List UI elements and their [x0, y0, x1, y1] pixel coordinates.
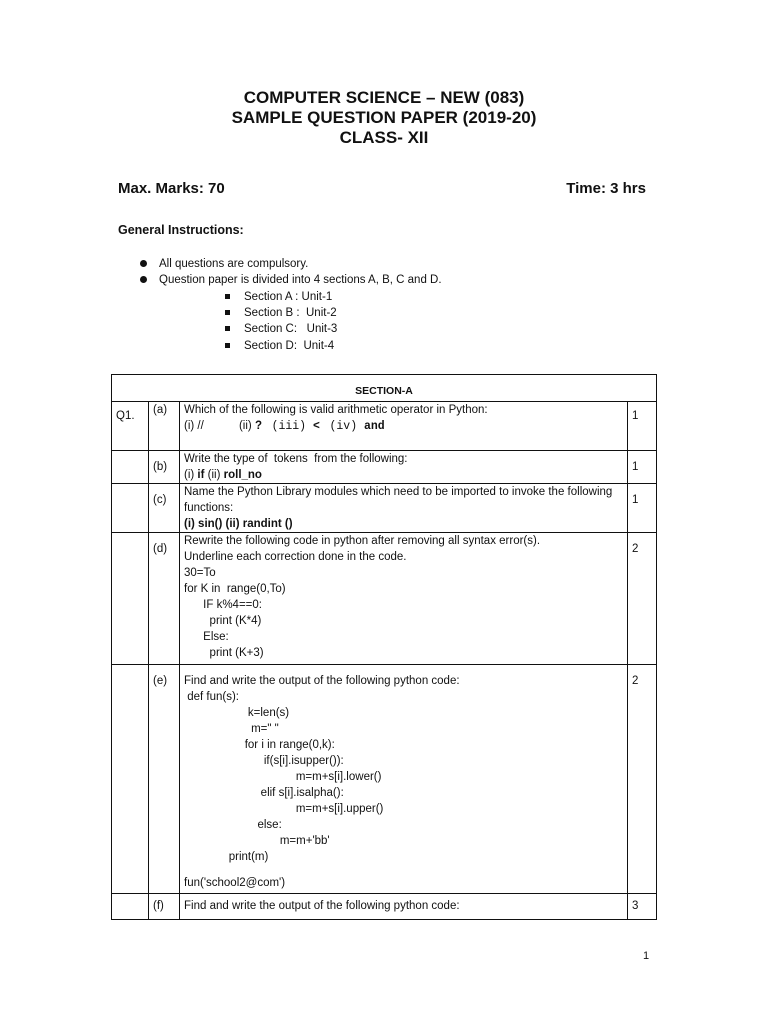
- square-bullet-icon: [225, 294, 230, 299]
- question-marks: 1: [628, 484, 657, 533]
- question-marks: 2: [628, 665, 657, 894]
- instruction-item: All questions are compulsory.: [140, 258, 308, 270]
- question-row: [112, 484, 657, 533]
- question-row: [112, 533, 657, 665]
- section-list-item: Section C: Unit-3: [225, 323, 337, 335]
- page-number: 1: [643, 950, 650, 962]
- max-marks: Max. Marks: 70: [118, 180, 225, 197]
- section-title: SECTION-A: [112, 375, 657, 402]
- section-list-item: Section A : Unit-1: [225, 291, 332, 303]
- part-label: (b): [149, 451, 180, 484]
- question-row: [112, 451, 657, 484]
- section-header-row: [112, 375, 657, 402]
- part-label: (e): [149, 665, 180, 894]
- question-marks: 1: [628, 402, 657, 451]
- paper-title: COMPUTER SCIENCE – NEW (083): [243, 88, 525, 107]
- question-row: [112, 665, 657, 894]
- question-row: [112, 894, 657, 920]
- section-list-item: Section B : Unit-2: [225, 307, 337, 319]
- question-text: Which of the following is valid arithmetic operator in Python: (i) // (ii) ? (iii) < (iv) and: [180, 402, 628, 451]
- question-number: Q1.: [112, 402, 149, 451]
- square-bullet-icon: [225, 310, 230, 315]
- time-allowed: Time: 3 hrs: [566, 180, 646, 197]
- part-label: (d): [149, 533, 180, 665]
- square-bullet-icon: [225, 326, 230, 331]
- question-text: Find and write the output of the following python code: def fun(s): k=len(s) m=" " for i in range(0,k): if(s[i].isupper()): m=m+s[i].lower() elif s[i].isalpha(): m=m+s[i].upper() else: m=m+'bb' print(m) fun('school2@com'): [180, 665, 628, 894]
- question-text: Rewrite the following code in python after removing all syntax error(s). Underline each correction done in the code. 30=To for K in range(0,To) IF k%4==0: print (K*4) Else: print (K+3): [180, 533, 628, 665]
- bullet-icon: [140, 260, 147, 267]
- questions-table: [111, 374, 657, 920]
- paper-class: CLASS- XII: [339, 128, 429, 147]
- question-row: [112, 402, 657, 451]
- instructions-heading: General Instructions:: [118, 223, 244, 237]
- question-marks: 3: [628, 894, 657, 920]
- part-label: (c): [149, 484, 180, 533]
- section-list-item: Section D: Unit-4: [225, 340, 334, 352]
- question-text: Write the type of tokens from the following: (i) if (ii) roll_no: [180, 451, 628, 484]
- question-text: Name the Python Library modules which need to be imported to invoke the following functions: (i) sin() (ii) randint (): [180, 484, 628, 533]
- square-bullet-icon: [225, 343, 230, 348]
- question-marks: 2: [628, 533, 657, 665]
- bullet-icon: [140, 276, 147, 283]
- question-marks: 1: [628, 451, 657, 484]
- part-label: (a): [149, 402, 180, 451]
- paper-subtitle: SAMPLE QUESTION PAPER (2019-20): [231, 108, 537, 127]
- part-label: (f): [149, 894, 180, 920]
- instruction-item: Question paper is divided into 4 sections A, B, C and D.: [140, 274, 442, 286]
- question-text: Find and write the output of the following python code:: [180, 894, 628, 920]
